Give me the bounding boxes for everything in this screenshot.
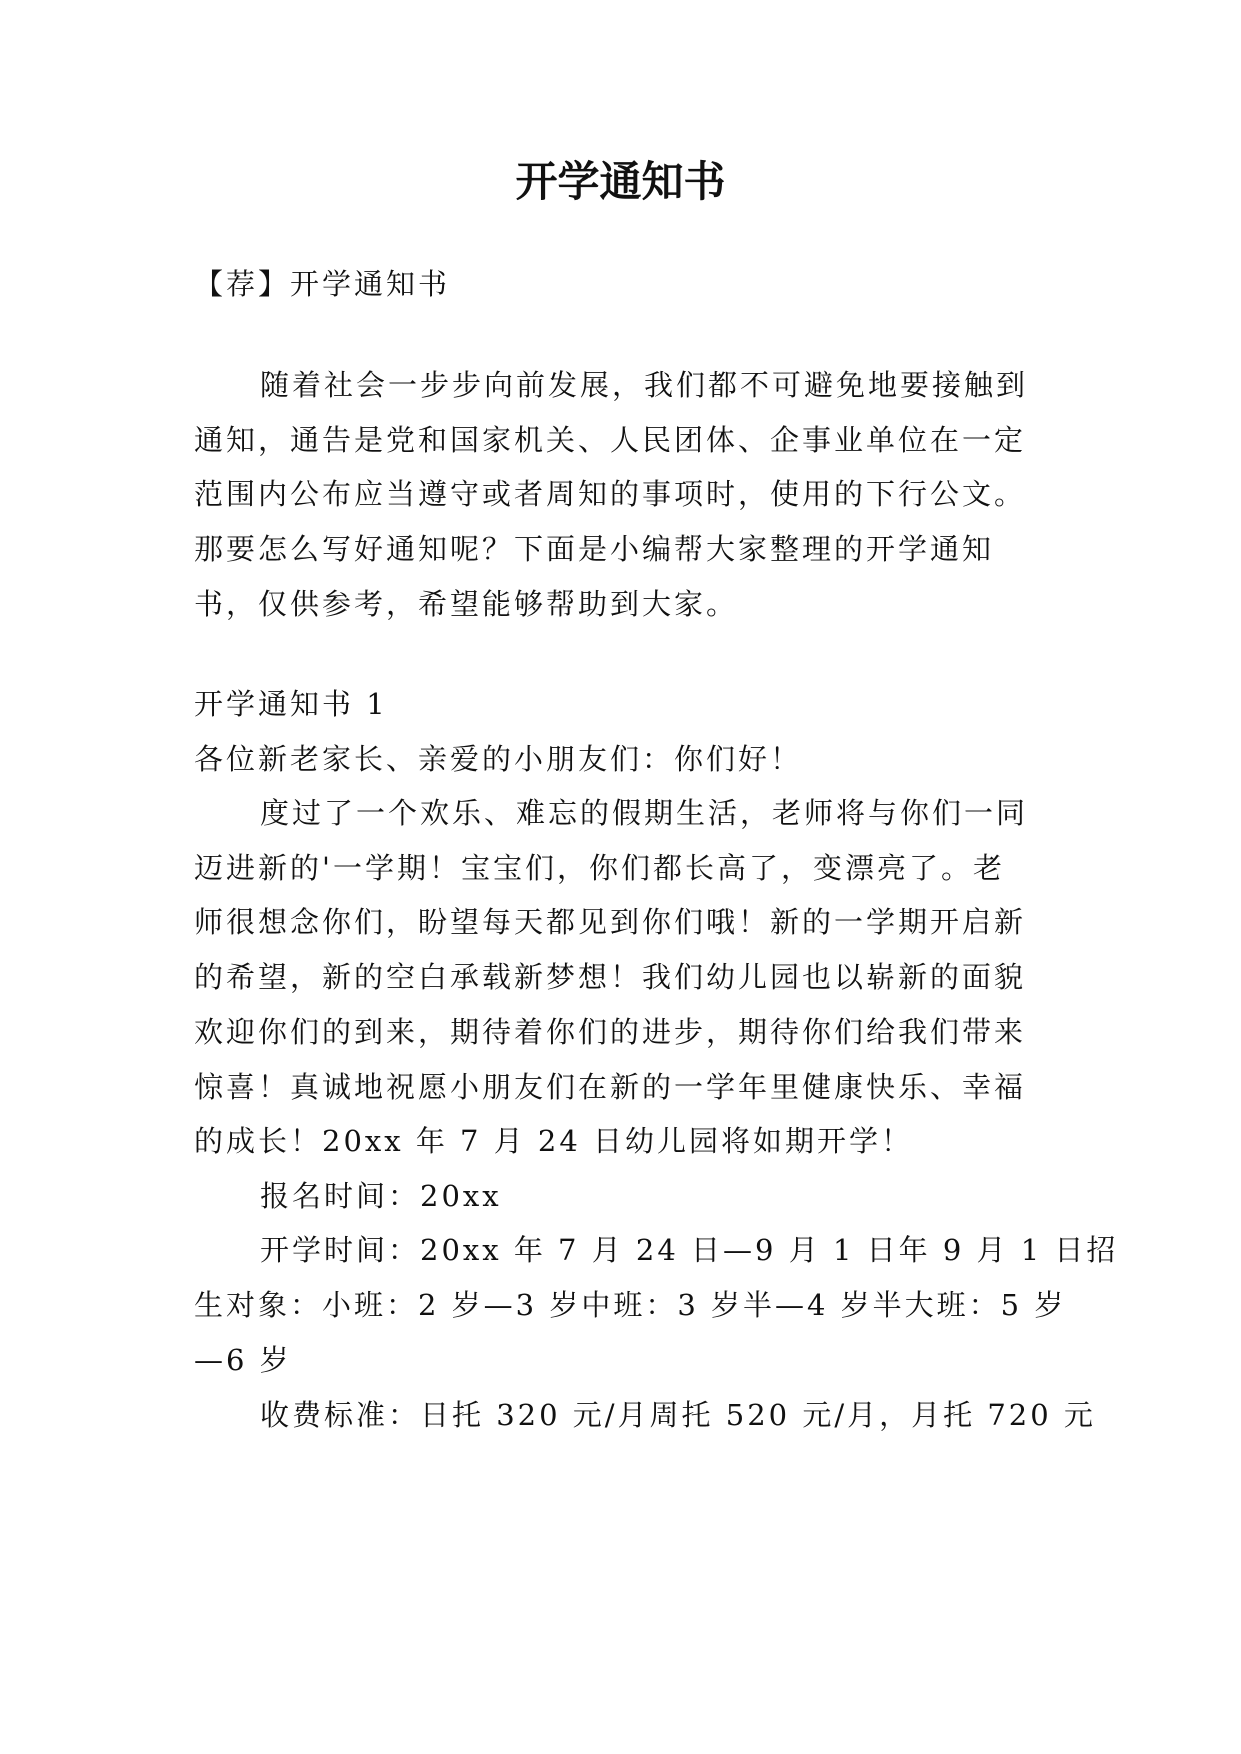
- body-line: 迈进新的'一学期！宝宝们，你们都长高了，变漂亮了。老: [194, 851, 1005, 885]
- body-line: 惊喜！真诚地祝愿小朋友们在新的一学年里健康快乐、幸福: [194, 1070, 1027, 1104]
- registration-line: 报名时间：20xx: [260, 1179, 502, 1213]
- intro-line: 书，仅供参考，希望能够帮助到大家。: [194, 587, 739, 621]
- body-line: 的希望，新的空白承载新梦想！我们幼儿园也以崭新的面貌: [194, 960, 1027, 994]
- intro-line: 随着社会一步步向前发展，我们都不可避免地要接触到: [260, 368, 1029, 402]
- fee-line: 收费标准：日托 320 元/月周托 520 元/月，月托 720 元: [260, 1398, 1096, 1432]
- schedule-line: 开学时间：20xx 年 7 月 24 日—9 月 1 日年 9 月 1 日招: [260, 1233, 1119, 1267]
- body-line: 师很想念你们，盼望每天都见到你们哦！新的一学期开启新: [194, 905, 1027, 939]
- body-line: 的成长！20xx 年 7 月 24 日幼儿园将如期开学！: [194, 1124, 914, 1158]
- schedule-line: —6 岁: [194, 1343, 292, 1377]
- document-subtitle: 【荐】开学通知书: [194, 267, 451, 301]
- section-heading: 开学通知书 1: [194, 687, 388, 721]
- intro-line: 范围内公布应当遵守或者周知的事项时，使用的下行公文。: [194, 477, 1027, 511]
- document-title: 开学通知书: [515, 157, 726, 206]
- intro-line: 那要怎么写好通知呢？下面是小编帮大家整理的开学通知: [194, 532, 995, 566]
- intro-line: 通知，通告是党和国家机关、人民团体、企事业单位在一定: [194, 423, 1027, 457]
- schedule-line: 生对象：小班：2 岁—3 岁中班：3 岁半—4 岁半大班：5 岁: [194, 1288, 1067, 1322]
- greeting-line: 各位新老家长、亲爱的小朋友们：你们好！: [194, 742, 803, 776]
- body-line: 度过了一个欢乐、难忘的假期生活，老师将与你们一同: [260, 796, 1029, 830]
- body-line: 欢迎你们的到来，期待着你们的进步，期待你们给我们带来: [194, 1015, 1027, 1049]
